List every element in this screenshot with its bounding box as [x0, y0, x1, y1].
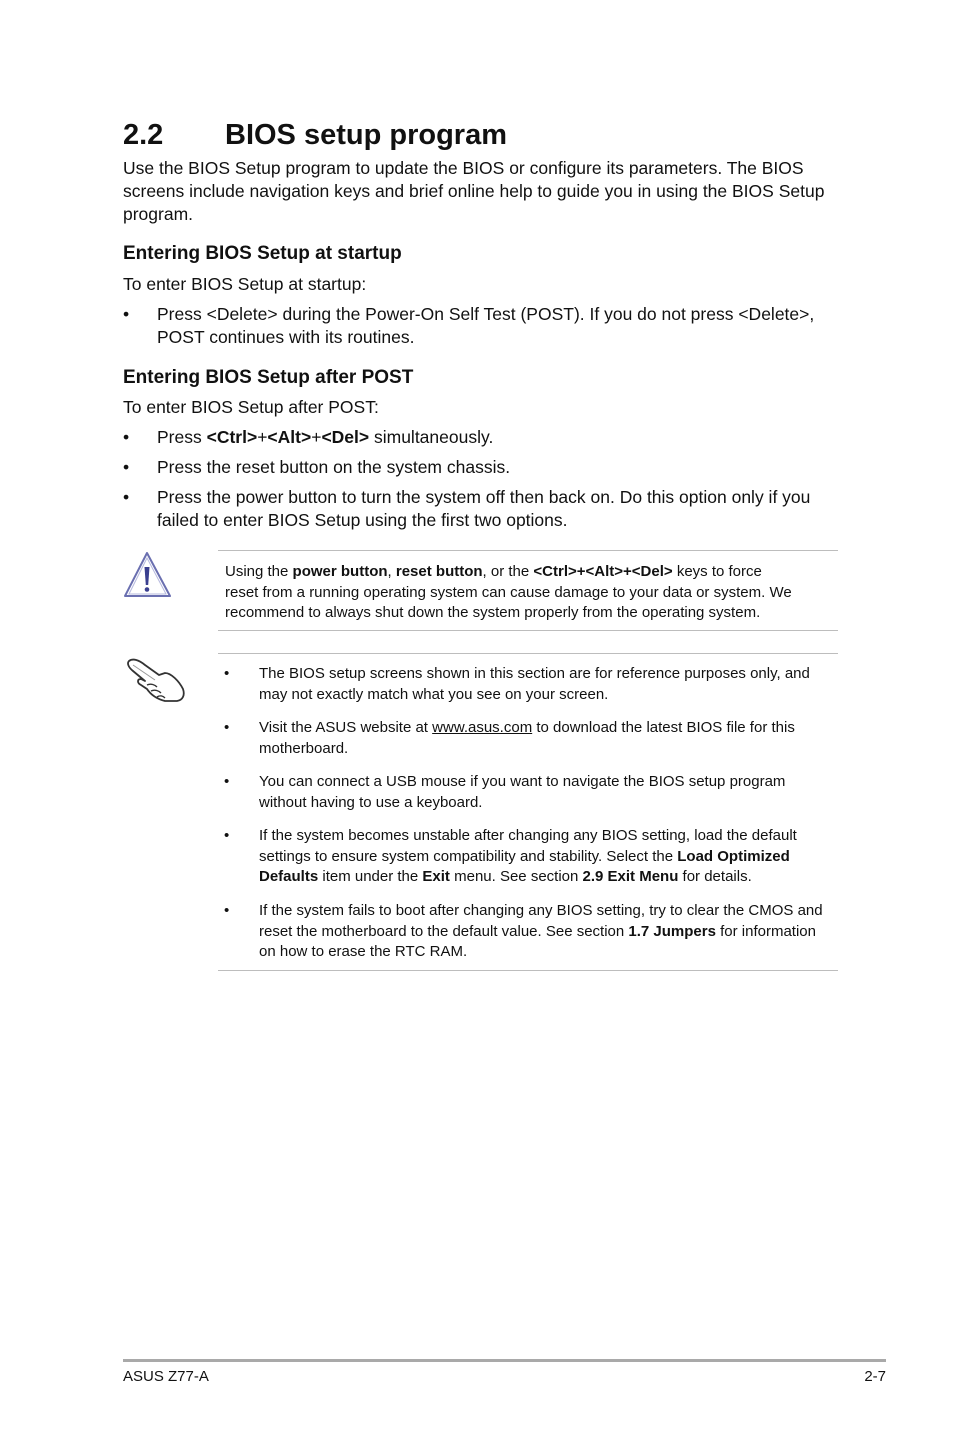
note-item-4 [224, 826, 834, 888]
after-post-lead: To enter BIOS Setup after POST: [123, 397, 379, 417]
warning-text [225, 562, 835, 624]
note-line [259, 922, 834, 943]
bullet-text: Press [157, 427, 207, 447]
note-line [259, 718, 834, 739]
footer-rule [123, 1359, 886, 1362]
notes-top-rule [218, 653, 838, 654]
note-fragment: to download the latest BIOS file for this [532, 719, 795, 736]
notes-bottom-rule [218, 970, 838, 971]
plus-sign: + [311, 427, 322, 447]
warning-triangle-icon [123, 551, 173, 599]
note-fragment: item under the [318, 868, 423, 885]
warning-fragment: Using the [225, 563, 293, 580]
note-fragment: for details. [678, 868, 752, 885]
intro-line: screens include navigation keys and brief online help to guide you in using the BIOS Setup [123, 181, 825, 201]
warning-line: recommend to always shut down the system properly from the operating system. [225, 604, 761, 621]
warning-line: reset from a running operating system can cause damage to your data or system. We [225, 583, 792, 601]
section-title [123, 116, 507, 154]
note-line: You can connect a USB mouse if you want to navigate the BIOS setup program [259, 773, 786, 790]
key-alt: <Alt> [267, 427, 312, 447]
bullet-line: POST continues with its routines. [157, 327, 415, 347]
bullet-dot: • [224, 773, 230, 790]
note-line [259, 867, 834, 888]
plus-sign: + [257, 427, 268, 447]
bullet-text: simultaneously. [369, 427, 494, 447]
warning-bottom-rule [218, 630, 838, 631]
section-number: 2.2 [123, 119, 164, 151]
section-title-text: BIOS setup program [225, 119, 507, 151]
warning-bold: <Ctrl>+<Alt>+<Del> [533, 563, 673, 580]
bullet-line: failed to enter BIOS Setup using the first two options. [157, 510, 568, 530]
bullet-dot: • [224, 827, 230, 844]
note-line: If the system becomes unstable after changing any BIOS setting, load the default [259, 827, 797, 844]
note-bold: Load Optimized [677, 847, 790, 865]
after-post-bullet-2 [123, 456, 823, 479]
pointing-hand-icon [125, 655, 187, 705]
note-line: without having to use a keyboard. [259, 793, 483, 811]
intro-line: Use the BIOS Setup program to update the BIOS or configure its parameters. The BIOS [123, 158, 804, 178]
bullet-dot: • [224, 665, 230, 682]
note-bold: 1.7 Jumpers [628, 922, 716, 940]
footer-page-number: 2-7 [864, 1368, 886, 1385]
bullet-dot: • [123, 427, 130, 447]
intro-paragraph [123, 157, 843, 226]
note-line: motherboard. [259, 739, 349, 757]
after-post-heading: Entering BIOS Setup after POST [123, 367, 414, 388]
intro-line: program. [123, 204, 194, 224]
warning-bold: power button [292, 563, 388, 580]
warning-top-rule [218, 550, 838, 551]
key-ctrl: <Ctrl> [206, 427, 258, 447]
warning-fragment: , [387, 563, 396, 580]
warning-line [225, 562, 835, 583]
note-fragment: settings to ensure system compatibility and stability. Select the [259, 847, 678, 865]
note-bold: Defaults [259, 868, 319, 885]
note-bold: Exit [422, 868, 450, 885]
note-item-5 [224, 901, 834, 963]
footer-model: ASUS Z77-A [123, 1368, 209, 1385]
startup-lead: To enter BIOS Setup at startup: [123, 274, 367, 294]
note-line: on how to erase the RTC RAM. [259, 943, 468, 960]
note-item-2 [224, 718, 834, 760]
warning-fragment: keys to force [672, 563, 762, 580]
note-bold: 2.9 Exit Menu [582, 868, 679, 885]
note-fragment: reset the motherboard to the default value. See section [259, 922, 629, 940]
note-line: If the system fails to boot after changing any BIOS setting, try to clear the CMOS and [259, 902, 823, 919]
note-fragment: menu. See section [449, 868, 583, 885]
warning-fragment: , or the [482, 563, 534, 580]
note-fragment: Visit the ASUS website at [259, 719, 433, 736]
bullet-dot: • [123, 457, 130, 477]
note-fragment: for information [715, 922, 816, 940]
note-line: The BIOS setup screens shown in this section are for reference purposes only, and [259, 665, 810, 682]
warning-bold: reset button [395, 563, 483, 580]
bullet-dot: • [224, 719, 230, 736]
bullet-line: Press <Delete> during the Power-On Self Test (POST). If you do not press <Delete>, [157, 304, 815, 324]
after-post-bullet-3 [123, 486, 823, 532]
bullet-text: Press the reset button on the system chassis. [157, 457, 511, 477]
bullet-dot: • [123, 487, 130, 507]
bullet-dot: • [224, 902, 230, 919]
startup-heading: Entering BIOS Setup at startup [123, 243, 402, 264]
note-item-1 [224, 664, 834, 706]
note-line: may not exactly match what you see on your screen. [259, 685, 609, 703]
key-del: <Del> [321, 427, 370, 447]
note-item-3 [224, 772, 834, 814]
after-post-bullet-1 [123, 426, 823, 449]
bullet-line: Press the power button to turn the system off then back on. Do this option only if you [157, 487, 811, 507]
note-line [259, 847, 834, 868]
bullet-dot: • [123, 304, 130, 324]
startup-bullet [123, 303, 823, 349]
asus-website-link[interactable]: www.asus.com [432, 719, 533, 736]
